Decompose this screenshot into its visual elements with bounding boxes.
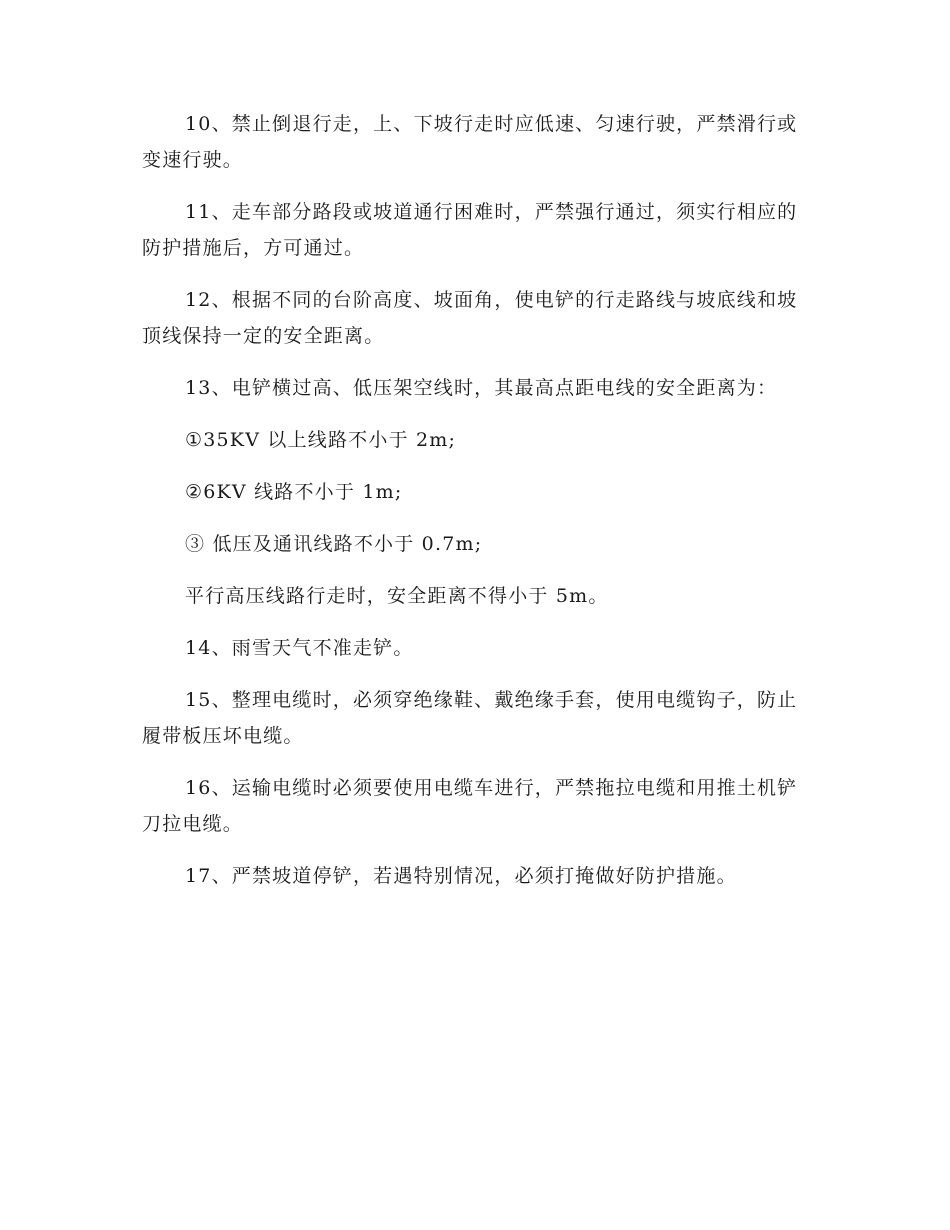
- paragraph-rule-14: 14、雨雪天气不准走铲。: [185, 637, 414, 659]
- list-item-6kv: ②6KV 线路不小于 1m;: [185, 481, 403, 503]
- paragraph-rule-13: 13、电铲横过高、低压架空线时，其最高点距电线的安全距离为：: [185, 377, 778, 399]
- paragraph-rule-16: 16、运输电缆时必须要使用电缆车进行，严禁拖拉电缆和用推土机铲刀拉电缆。: [142, 777, 798, 835]
- paragraph-rule-12: 12、根据不同的台阶高度、坡面角，使电铲的行走路线与坡底线和坡顶线保持一定的安全距离。: [142, 289, 798, 347]
- paragraph-rule-11: 11、走车部分路段或坡道通行困难时，严禁强行通过，须实行相应的防护措施后，方可通过。: [142, 201, 798, 259]
- list-item-low-voltage: ③ 低压及通讯线路不小于 0.7m;: [185, 533, 483, 555]
- paragraph-rule-10: 10、禁止倒退行走，上、下坡行走时应低速、匀速行驶，严禁滑行或变速行驶。: [142, 113, 798, 171]
- list-item-35kv: ①35KV 以上线路不小于 2m;: [185, 429, 457, 451]
- paragraph-parallel-line: 平行高压线路行走时，安全距离不得小于 5m。: [185, 585, 609, 607]
- paragraph-rule-15: 15、整理电缆时，必须穿绝缘鞋、戴绝缘手套，使用电缆钩子，防止履带板压坏电缆。: [142, 689, 798, 747]
- document-body: [142, 106, 802, 910]
- paragraph-rule-17: 17、严禁坡道停铲，若遇特别情况，必须打掩做好防护措施。: [185, 865, 737, 887]
